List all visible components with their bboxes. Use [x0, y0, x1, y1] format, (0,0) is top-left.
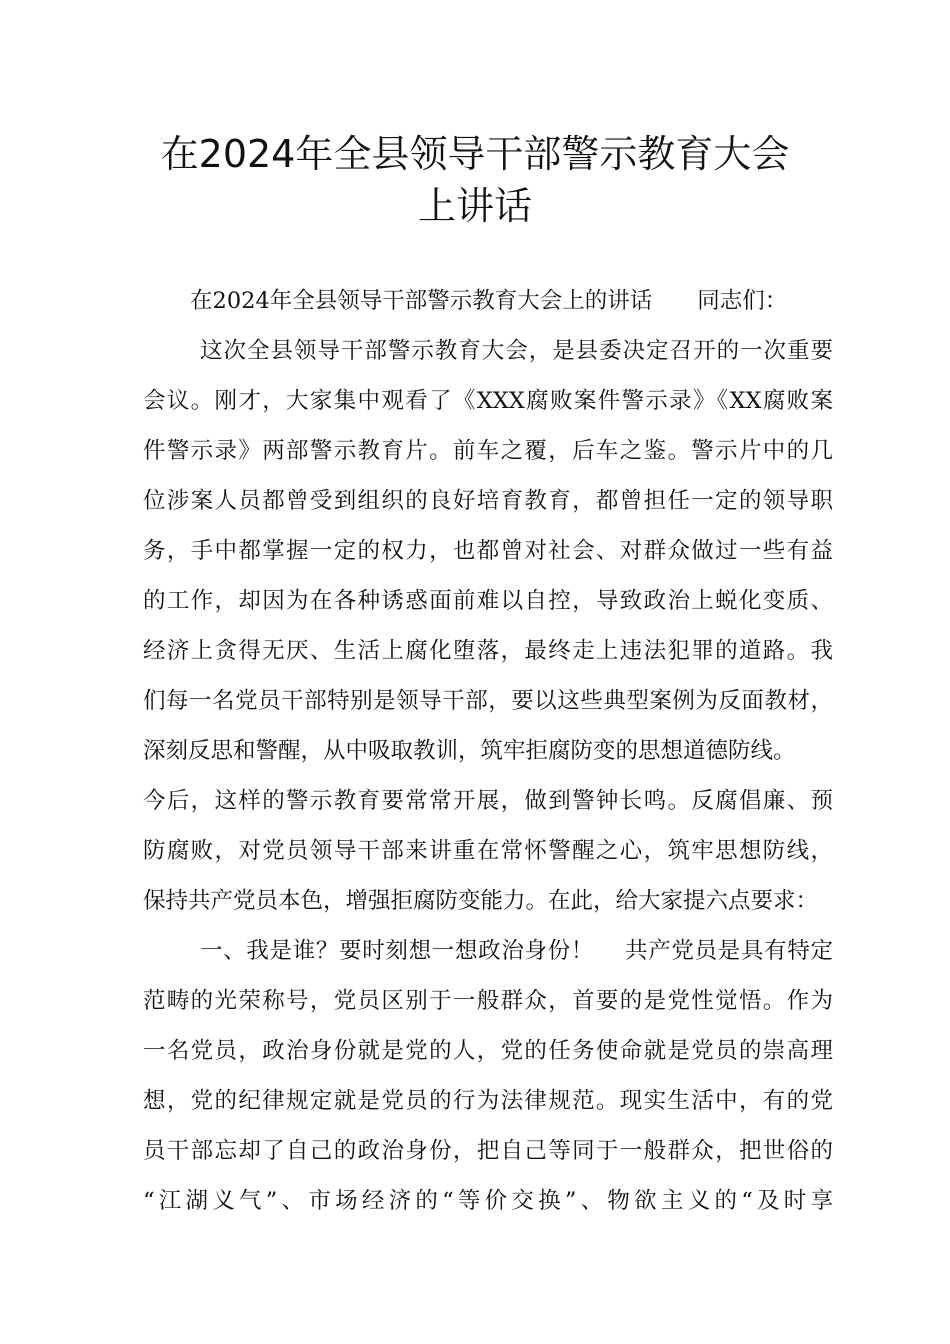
text-line: 经济上贪得无厌、生活上腐化堕落，最终走上违法犯罪的道路。我: [143, 638, 833, 664]
document-title-line-2: 上讲话: [417, 184, 532, 228]
text-line: 一名党员，政治身份就是党的人，党的任务使命就是党员的崇高理: [143, 1038, 833, 1064]
document-title-line-1: 在2024年全县领导干部警示教育大会: [160, 132, 790, 176]
text-line: 保持共产党员本色，增强拒腐防变能力。在此，给大家提六点要求：: [143, 888, 819, 914]
text-line: 会议。刚才，大家集中观看了《XXX腐败案件警示录》《XX腐败案: [143, 388, 833, 414]
text-line: 员干部忘却了自己的政治身份，把自己等同于一般群众，把世俗的: [143, 1138, 833, 1164]
text-line: 务，手中都掌握一定的权力，也都曾对社会、对群众做过一些有益: [143, 538, 833, 564]
text-line: 这次全县领导干部警示教育大会，是县委决定召开的一次重要: [200, 338, 833, 364]
text-line: 今后，这样的警示教育要常常开展，做到警钟长鸣。反腐倡廉、预: [143, 788, 833, 814]
text-line: 防腐败，对党员领导干部来讲重在常怀警醒之心，筑牢思想防线，: [143, 838, 833, 864]
text-line: 件警示录》两部警示教育片。前车之覆，后车之鉴。警示片中的几: [143, 438, 833, 464]
text-line: 想，党的纪律规定就是党员的行为法律规范。现实生活中，有的党: [143, 1088, 833, 1114]
text-line: 位涉案人员都曾受到组织的良好培育教育，都曾担任一定的领导职: [143, 488, 833, 514]
text-line: 范畴的光荣称号，党员区别于一般群众，首要的是党性觉悟。作为: [143, 988, 833, 1014]
text-line: 的工作，却因为在各种诱惑面前难以自控，导致政治上蜕化变质、: [143, 588, 833, 614]
text-line: 们每一名党员干部特别是领导干部，要以这些典型案例为反面教材，: [143, 688, 833, 714]
text-line: “江湖义气”、市场经济的“等价交换”、物欲主义的“及时享: [143, 1188, 833, 1214]
text-line: 在2024年全县领导干部警示教育大会上的讲话 同志们：: [190, 288, 788, 314]
text-line: 一、我是谁？要时刻想一想政治身份！ 共产党员是具有特定: [200, 938, 833, 964]
text-line: 深刻反思和警醒，从中吸取教训，筑牢拒腐防变的思想道德防线。: [143, 738, 796, 764]
